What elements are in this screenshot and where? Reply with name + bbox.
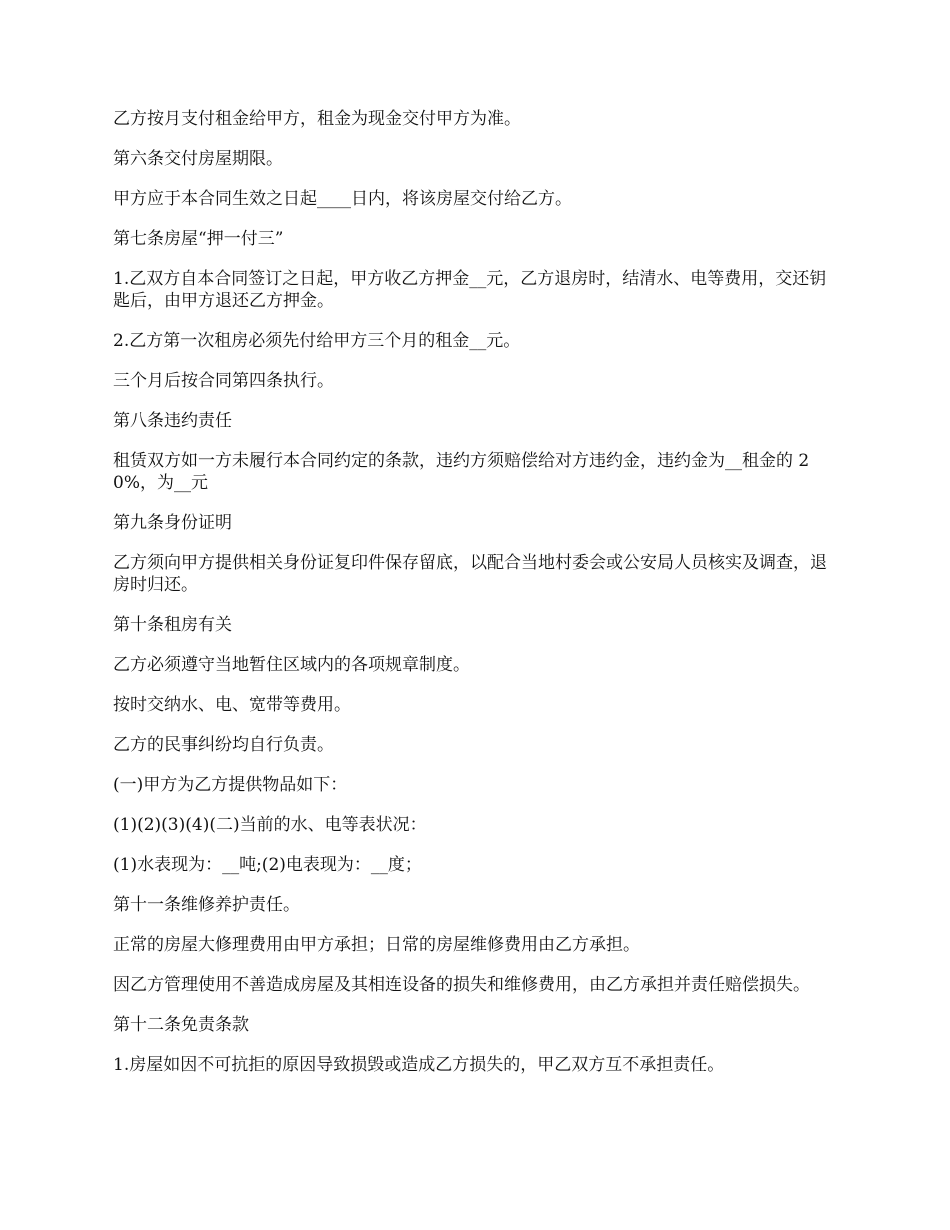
document-body [113, 108, 841, 1094]
paragraph-civil-disputes: 乙方的民事纠纷均自行负责。 [113, 735, 334, 755]
paragraph-damage-liability: 因乙方管理使用不善造成房屋及其相连设备的损失和维修费用，由乙方承担并责任赔偿损失。 [113, 975, 810, 995]
heading-article-12: 第十二条免责条款 [113, 1015, 249, 1035]
paragraph-breach-penalty: 租赁双方如一方未履行本合同约定的条款，违约方须赔偿给对方违约金，违约金为__租金的 20%，为__元 [113, 451, 810, 493]
paragraph-after-three-months: 三个月后按合同第四条执行。 [113, 371, 334, 391]
paragraph-local-rules: 乙方必须遵守当地暂住区域内的各项规章制度。 [113, 655, 470, 675]
paragraph-rent-payment: 乙方按月支付租金给甲方，租金为现金交付甲方为准。 [113, 109, 521, 129]
paragraph-repair-costs: 正常的房屋大修理费用由甲方承担；日常的房屋维修费用由乙方承担。 [113, 935, 640, 955]
paragraph-id-copy: 乙方须向甲方提供相关身份证复印件保存留底，以配合当地村委会或公安局人员核实及调查，退房时归还。 [113, 553, 827, 595]
heading-article-9: 第九条身份证明 [113, 513, 232, 533]
heading-article-11: 第十一条维修养护责任。 [113, 895, 300, 915]
heading-article-7: 第七条房屋“押一付三” [113, 229, 284, 249]
paragraph-delivery-deadline: 甲方应于本合同生效之日起____日内，将该房屋交付给乙方。 [113, 189, 572, 209]
heading-article-10: 第十条租房有关 [113, 615, 232, 635]
paragraph-deposit: 1.乙双方自本合同签订之日起，甲方收乙方押金__元，乙方退房时，结清水、电等费用，交还钥匙后，由甲方退还乙方押金。 [113, 269, 827, 311]
paragraph-meter-status: (1)(2)(3)(4)(二)当前的水、电等表状况： [113, 815, 427, 835]
paragraph-utility-fees: 按时交纳水、电、宽带等费用。 [113, 695, 351, 715]
paragraph-meter-readings: (1)水表现为：__吨;(2)电表现为：__度； [113, 855, 422, 875]
paragraph-items-provided: (一)甲方为乙方提供物品如下： [113, 775, 348, 795]
paragraph-first-rent: 2.乙方第一次租房必须先付给甲方三个月的租金__元。 [113, 331, 521, 351]
heading-article-8: 第八条违约责任 [113, 411, 232, 431]
paragraph-force-majeure: 1.房屋如因不可抗拒的原因导致损毁或造成乙方损失的，甲乙双方互不承担责任。 [113, 1055, 725, 1075]
heading-article-6: 第六条交付房屋期限。 [113, 149, 283, 169]
